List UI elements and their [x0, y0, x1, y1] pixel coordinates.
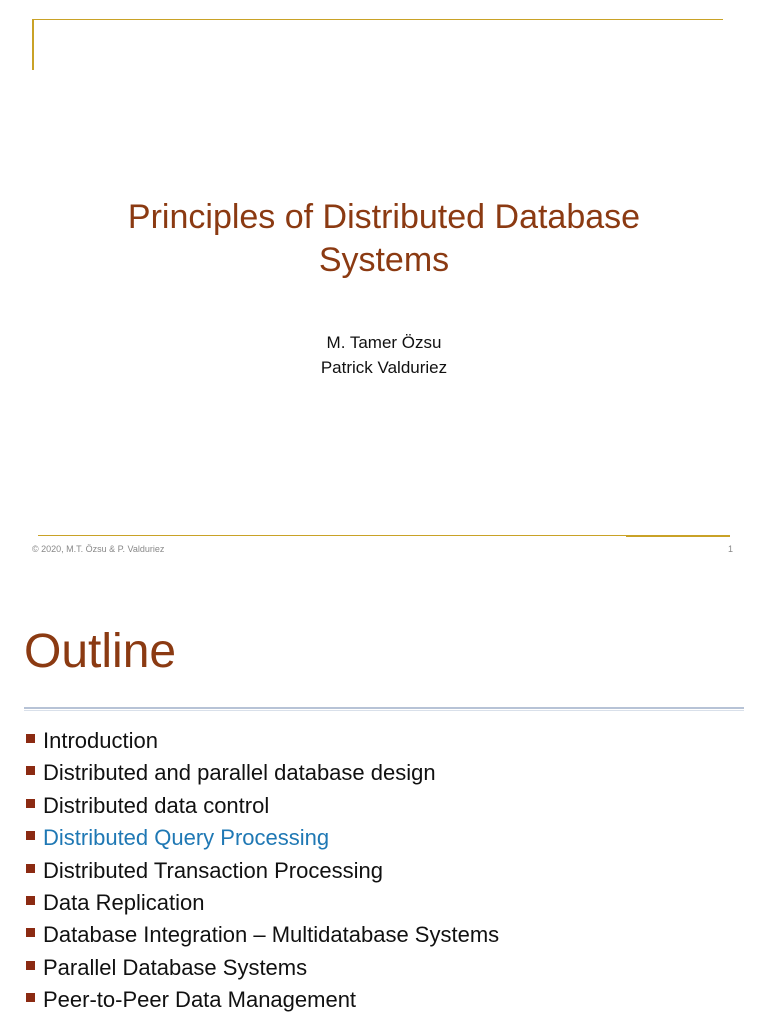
list-item [24, 823, 499, 855]
copyright-notice: © 2020, M.T. Özsu & P. Valduriez [32, 544, 165, 554]
square-bullet-icon [26, 831, 35, 840]
square-bullet-icon [26, 896, 35, 905]
square-bullet-icon [26, 993, 35, 1002]
outline-slide [0, 560, 768, 1024]
frame-left-rule [32, 19, 34, 70]
author-1: M. Tamer Özsu [326, 333, 442, 352]
list-item [24, 856, 499, 888]
authors [234, 330, 534, 380]
square-bullet-icon [26, 799, 35, 808]
list-item-label: Distributed data control [43, 792, 270, 818]
list-item-label: Distributed Transaction Processing [43, 857, 383, 883]
slide-title: Principles of Distributed Database Systems [127, 198, 641, 279]
title-divider [24, 707, 744, 711]
square-bullet-icon [26, 864, 35, 873]
list-item [24, 920, 499, 952]
list-item-label: Distributed and parallel database design [43, 760, 436, 786]
footer-rule-accent [626, 535, 730, 537]
square-bullet-icon [26, 928, 35, 937]
list-item-label: Database Integration – Multidatabase Systems [43, 922, 500, 948]
square-bullet-icon [26, 734, 35, 743]
page-number: 1 [727, 544, 733, 554]
list-item [24, 791, 499, 823]
list-item [24, 726, 499, 758]
list-item [24, 953, 499, 985]
outline-title: Outline [24, 625, 177, 678]
list-item [24, 985, 499, 1017]
list-item-label: Data Replication [43, 889, 205, 915]
list-item-label: Distributed Query Processing [43, 825, 330, 851]
list-item-label: Peer-to-Peer Data Management [43, 987, 357, 1013]
list-item-label: Parallel Database Systems [43, 954, 308, 980]
frame-top-rule [32, 19, 723, 20]
author-2: Patrick Valduriez [320, 358, 448, 377]
list-item [24, 758, 499, 790]
list-item-label: Introduction [43, 728, 158, 753]
square-bullet-icon [26, 961, 35, 970]
list-item [24, 888, 499, 920]
square-bullet-icon [26, 766, 35, 775]
outline-list [24, 726, 499, 1018]
